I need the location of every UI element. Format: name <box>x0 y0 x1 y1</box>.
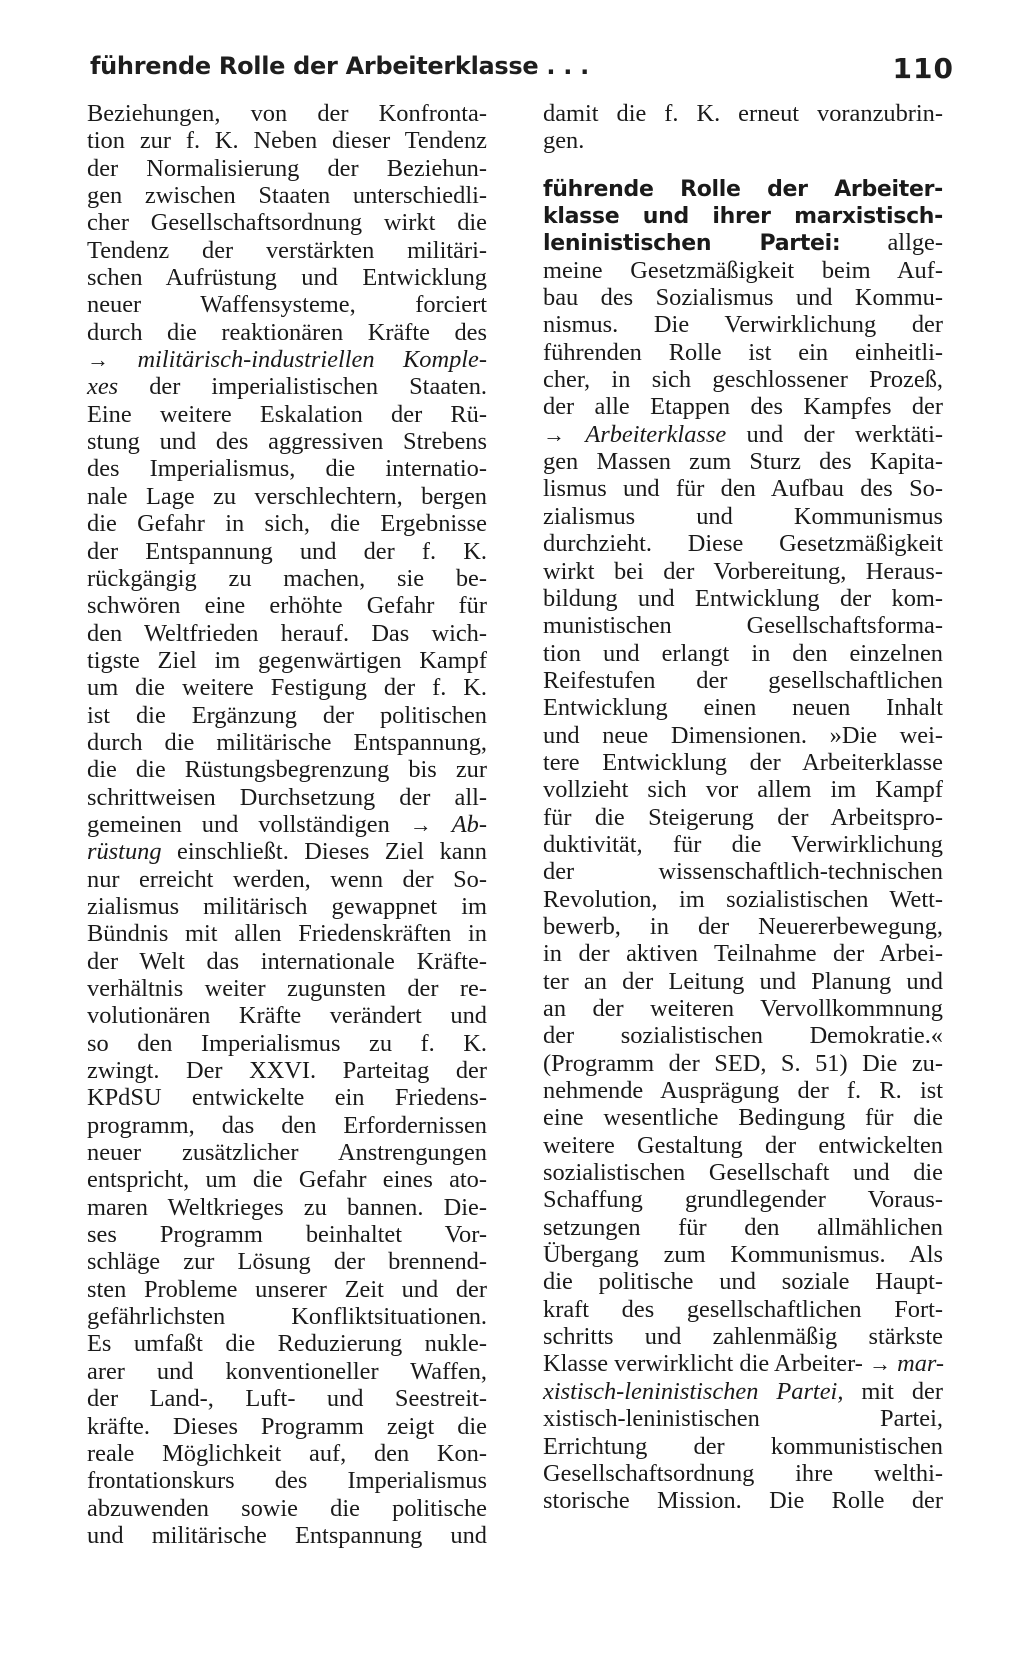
text-fragment: allge- <box>887 229 943 257</box>
text-line: der Welt das internationale Kräfte- <box>87 947 487 975</box>
text-line: Revolution, im sozialistischen Wett- <box>543 885 943 913</box>
text-line: schläge zur Lösung der brennend- <box>87 1248 487 1276</box>
cross-reference-arrow-icon: → <box>409 811 432 837</box>
text-line: und militärische Entspannung und <box>87 1521 487 1549</box>
text-line: nehmende Ausprägung der f. R. ist <box>543 1077 943 1105</box>
text-line: schritts und zahlenmäßig stärkste <box>543 1323 943 1351</box>
cross-reference-term[interactable]: Ab- <box>451 810 487 838</box>
text-line: schrittweisen Durchsetzung der all- <box>87 783 487 811</box>
text-line: sozialistischen Gesellschaft und die <box>543 1159 943 1187</box>
text-line: gen zwischen Staaten unterschiedli- <box>87 182 487 210</box>
text-line: des Imperialismus, die internatio- <box>87 455 487 483</box>
text-line-crossref <box>87 838 487 865</box>
text-line: so den Imperialismus zu f. K. <box>87 1029 487 1057</box>
text-line: der Normalisierung der Beziehun- <box>87 154 487 182</box>
entry-heading-line <box>543 202 943 229</box>
entry-heading: klasse und ihrer marxistisch- <box>543 204 943 230</box>
text-line: bau des Sozialismus und Kommu- <box>543 284 943 312</box>
text-line: führenden Rolle ist ein einheitli- <box>543 338 943 366</box>
text-line: wirkt bei der Vorbereitung, Heraus- <box>543 557 943 585</box>
text-line: vollzieht sich vor allem im Kampf <box>543 776 943 804</box>
text-line: cher, in sich geschlossener Prozeß, <box>543 366 943 394</box>
text-line: ses Programm beinhaltet Vor- <box>87 1221 487 1249</box>
text-line: kräfte. Dieses Programm zeigt die <box>87 1412 487 1440</box>
text-line: die die Rüstungsbegrenzung bis zur <box>87 756 487 784</box>
text-line: volutionären Kräfte verändert und <box>87 1002 487 1030</box>
text-line: durchzieht. Diese Gesetzmäßigkeit <box>543 530 943 558</box>
text-line: Übergang zum Kommunismus. Als <box>543 1241 943 1269</box>
text-line: schwören eine erhöhte Gefahr für <box>87 592 487 620</box>
text-line: maren Weltkrieges zu bannen. Die- <box>87 1193 487 1221</box>
text-line: neuer Waffensysteme, forciert <box>87 291 487 319</box>
text-fragment: und der werktäti- <box>746 420 943 448</box>
cross-reference-term[interactable]: xes <box>87 373 119 401</box>
text-line: für die Steigerung der Arbeitspro- <box>543 803 943 831</box>
cross-reference-term[interactable]: xistisch-leninistischen Partei, <box>543 1377 844 1405</box>
text-line: eine wesentliche Bedingung für die <box>543 1104 943 1132</box>
text-line: der alle Etappen des Kampfes der <box>543 393 943 421</box>
text-line: Beziehungen, von der Konfronta- <box>87 100 487 127</box>
text-line-crossref <box>543 1350 943 1377</box>
text-line: lismus und für den Aufbau des So- <box>543 475 943 503</box>
running-head-title: führende Rolle der Arbeiterklasse . . . <box>90 52 589 80</box>
text-fragment: Klasse verwirklicht die Arbeiter- <box>543 1350 863 1378</box>
text-line: der wissenschaftlich-technischen <box>543 858 943 886</box>
text-line-crossref <box>87 373 487 400</box>
text-line: reale Möglichkeit auf, den Kon- <box>87 1439 487 1467</box>
text-line-crossref <box>87 346 487 373</box>
text-line: durch die reaktionären Kräfte des <box>87 318 487 346</box>
text-line: xistisch-leninistischen Partei, <box>543 1405 943 1433</box>
text-line: der Land-, Luft- und Seestreit- <box>87 1385 487 1413</box>
cross-reference-arrow-icon: → <box>868 1351 891 1377</box>
text-line: arer und konventioneller Waffen, <box>87 1357 487 1385</box>
text-line: rückgängig zu machen, sie be- <box>87 564 487 592</box>
text-line: programm, das den Erfordernissen <box>87 1111 487 1139</box>
text-line: setzungen für den allmählichen <box>543 1213 943 1241</box>
left-column <box>87 100 487 1549</box>
cross-reference-term[interactable]: Arbeiterklasse <box>585 420 727 448</box>
text-line: verhältnis weiter zugunsten der re- <box>87 975 487 1002</box>
text-line: den Weltfrieden herauf. Das wich- <box>87 619 487 647</box>
text-line: gefährlichsten Konfliktsituationen. <box>87 1303 487 1331</box>
entry-heading: leninistischen Partei: <box>543 231 841 257</box>
text-line: an der weiteren Vervollkommnung <box>543 995 943 1022</box>
text-line: entspricht, um die Gefahr eines ato- <box>87 1166 487 1194</box>
text-line-crossref <box>543 1378 943 1405</box>
text-line: cher Gesellschaftsordnung wirkt die <box>87 209 487 237</box>
text-line: bildung und Entwicklung der kom- <box>543 584 943 612</box>
text-line: duktivität, für die Verwirklichung <box>543 830 943 858</box>
text-line: zwingt. Der XXVI. Parteitag der <box>87 1057 487 1085</box>
text-line: die politische und soziale Haupt- <box>543 1268 943 1296</box>
text-fragment: der imperialistischen Staaten. <box>149 373 487 401</box>
text-line: sten Probleme unserer Zeit und der <box>87 1275 487 1303</box>
text-line: schen Aufrüstung und Entwicklung <box>87 264 487 292</box>
text-line: KPdSU entwickelte ein Friedens- <box>87 1084 487 1112</box>
cross-reference-arrow-icon: → <box>87 347 109 373</box>
entry-heading-line <box>543 175 943 202</box>
text-line: ter an der Leitung und Planung und <box>543 967 943 995</box>
entry-heading: führende Rolle der Arbeiter- <box>543 176 943 202</box>
text-line: Schaffung grundlegender Voraus- <box>543 1186 943 1214</box>
text-line: Entwicklung einen neuen Inhalt <box>543 694 943 722</box>
text-line: um die weitere Festigung der f. K. <box>87 674 487 702</box>
cross-reference-term[interactable]: mar- <box>897 1350 945 1378</box>
text-line: bewerb, in der Neuererbewegung, <box>543 912 943 940</box>
text-line: (Programm der SED, S. 51) Die zu- <box>543 1049 943 1077</box>
text-line: tion und erlangt in den einzelnen <box>543 639 943 667</box>
text-line: kraft des gesellschaftlichen Fort- <box>543 1295 943 1323</box>
cross-reference-term[interactable]: militärisch-industriellen Komple- <box>137 346 487 374</box>
text-line: nale Lage zu verschlechtern, bergen <box>87 482 487 510</box>
text-line: Tendenz der verstärkten militäri- <box>87 236 487 264</box>
text-line-crossref <box>543 421 943 448</box>
text-line: gen Massen zum Sturz des Kapita- <box>543 448 943 476</box>
text-line: Eine weitere Eskalation der Rü- <box>87 400 487 428</box>
text-line: der sozialistischen Demokratie.« <box>543 1022 943 1050</box>
text-line-crossref <box>87 811 487 838</box>
text-line: Gesellschaftsordnung ihre welthi- <box>543 1459 943 1487</box>
running-header <box>90 52 954 92</box>
text-line: munistischen Gesellschaftsforma- <box>543 612 943 640</box>
text-line: zialismus und Kommunismus <box>543 502 943 530</box>
cross-reference-term[interactable]: rüstung <box>87 838 162 866</box>
text-line: stung und des aggressiven Strebens <box>87 428 487 456</box>
text-line: tion zur f. K. Neben dieser Tendenz <box>87 127 487 155</box>
text-line: weitere Gestaltung der entwickelten <box>543 1131 943 1159</box>
text-line: neuer zusätzlicher Anstrengungen <box>87 1139 487 1167</box>
text-line: Errichtung der kommunistischen <box>543 1432 943 1460</box>
text-line: der Entspannung und der f. K. <box>87 537 487 565</box>
entry-heading-line <box>543 229 943 256</box>
text-line: ist die Ergänzung der politischen <box>87 701 487 729</box>
text-line: Es umfaßt die Reduzierung nukle- <box>87 1330 487 1358</box>
page-number: 110 <box>892 52 954 85</box>
text-line: abzuwenden sowie die politische <box>87 1494 487 1522</box>
text-line: meine Gesetzmäßigkeit beim Auf- <box>543 256 943 284</box>
text-fragment: gemeinen und vollständigen <box>87 810 390 838</box>
text-line: und neue Dimensionen. »Die wei- <box>543 721 943 749</box>
text-line: nismus. Die Verwirklichung der <box>543 311 943 339</box>
text-line: die Gefahr in sich, die Ergebnisse <box>87 510 487 538</box>
text-fragment: mit der <box>861 1377 943 1405</box>
cross-reference-arrow-icon: → <box>543 421 565 447</box>
text-line: zialismus militärisch gewappnet im <box>87 892 487 920</box>
text-line: gen. <box>543 127 585 155</box>
text-line: durch die militärische Entspannung, <box>87 728 487 756</box>
text-line: tere Entwicklung der Arbeiterklasse <box>543 748 943 776</box>
text-line: tigste Ziel im gegenwärtigen Kampf <box>87 646 487 674</box>
right-column <box>543 100 943 1515</box>
text-line: nur erreicht werden, wenn der So- <box>87 865 487 893</box>
text-line: damit die f. K. erneut voranzubrin- <box>543 100 943 127</box>
entry-spacer <box>543 155 943 175</box>
text-line: Reifestufen der gesellschaftlichen <box>543 666 943 694</box>
text-line: in der aktiven Teilnahme der Arbei- <box>543 940 943 968</box>
text-fragment: einschließt. Dieses Ziel kann <box>177 838 487 866</box>
text-line: frontationskurs des Imperialismus <box>87 1467 487 1495</box>
text-line: storische Mission. Die Rolle der <box>543 1487 943 1515</box>
text-line: Bündnis mit allen Friedenskräften in <box>87 920 487 948</box>
